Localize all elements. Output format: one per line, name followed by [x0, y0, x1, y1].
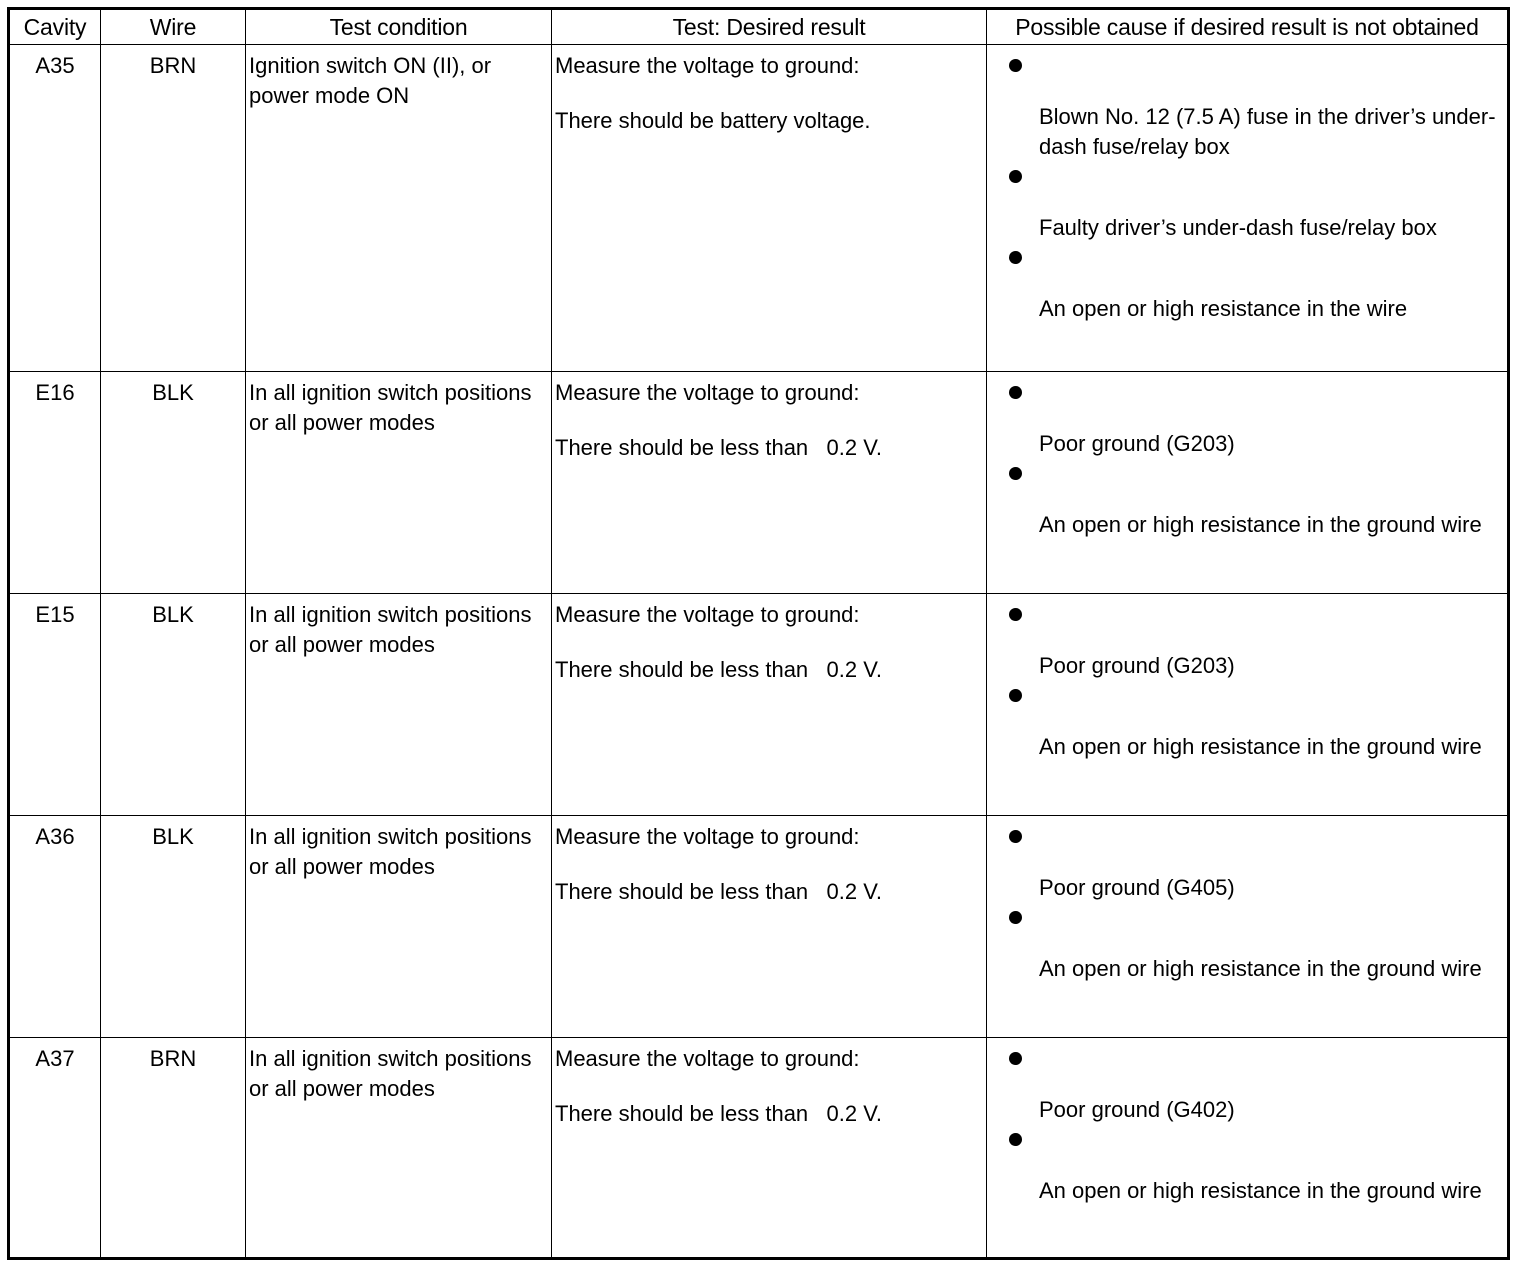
cause-text: Poor ground (G203)	[1039, 653, 1235, 678]
result-expectation: There should be less than 0.2 V.	[555, 879, 882, 904]
cause-text: An open or high resistance in the ground wire	[1039, 734, 1482, 759]
wire-cell: BRN	[101, 45, 246, 372]
cause-text: An open or high resistance in the ground wire	[1039, 956, 1482, 981]
cause-text: An open or high resistance in the ground wire	[1039, 512, 1482, 537]
table-row	[9, 45, 1509, 372]
bullet-icon	[1009, 467, 1022, 480]
diagnostic-table	[7, 7, 1510, 1260]
bullet-icon	[1009, 170, 1022, 183]
cause-item	[1007, 251, 1499, 324]
cause-text: An open or high resistance in the wire	[1039, 296, 1408, 321]
cause-item	[1007, 59, 1499, 162]
cavity-cell: E15	[9, 594, 101, 816]
header-possible-cause: Possible cause if desired result is not obtained	[987, 9, 1509, 45]
test-condition-cell: Ignition switch ON (II), or power mode ON	[246, 45, 552, 372]
bullet-icon	[1009, 689, 1022, 702]
cause-item	[1007, 911, 1499, 984]
cause-text: Poor ground (G405)	[1039, 875, 1235, 900]
header-wire: Wire	[101, 9, 246, 45]
cause-item	[1007, 170, 1499, 243]
cause-text: Faulty driver’s under-dash fuse/relay box	[1039, 215, 1437, 240]
cause-item	[1007, 386, 1499, 459]
cause-item	[1007, 1052, 1499, 1125]
header-row	[9, 9, 1509, 45]
wire-cell: BRN	[101, 1038, 246, 1259]
possible-cause-cell	[987, 372, 1509, 594]
test-condition-cell: In all ignition switch positions or all power modes	[246, 1038, 552, 1259]
bullet-icon	[1009, 830, 1022, 843]
table-row	[9, 594, 1509, 816]
desired-result-cell	[552, 45, 987, 372]
test-condition-cell: In all ignition switch positions or all power modes	[246, 372, 552, 594]
header-cavity: Cavity	[9, 9, 101, 45]
table-row	[9, 816, 1509, 1038]
cause-item	[1007, 467, 1499, 540]
cavity-cell: E16	[9, 372, 101, 594]
cavity-cell: A36	[9, 816, 101, 1038]
bullet-icon	[1009, 59, 1022, 72]
cause-text: Poor ground (G402)	[1039, 1097, 1235, 1122]
test-condition-cell: In all ignition switch positions or all power modes	[246, 594, 552, 816]
result-instruction: Measure the voltage to ground:	[555, 53, 860, 78]
table-row	[9, 1038, 1509, 1259]
cause-text: Poor ground (G203)	[1039, 431, 1235, 456]
cause-item	[1007, 608, 1499, 681]
cause-item	[1007, 830, 1499, 903]
cause-text: An open or high resistance in the ground wire	[1039, 1178, 1482, 1203]
possible-cause-cell	[987, 1038, 1509, 1259]
result-expectation: There should be less than 0.2 V.	[555, 1101, 882, 1126]
bullet-icon	[1009, 251, 1022, 264]
result-instruction: Measure the voltage to ground:	[555, 380, 860, 405]
cause-item	[1007, 689, 1499, 762]
bullet-icon	[1009, 1052, 1022, 1065]
possible-cause-cell	[987, 816, 1509, 1038]
desired-result-cell	[552, 816, 987, 1038]
bullet-icon	[1009, 1133, 1022, 1146]
bullet-icon	[1009, 608, 1022, 621]
result-instruction: Measure the voltage to ground:	[555, 1046, 860, 1071]
possible-cause-cell	[987, 594, 1509, 816]
header-desired-result: Test: Desired result	[552, 9, 987, 45]
result-expectation: There should be less than 0.2 V.	[555, 435, 882, 460]
cause-text: Blown No. 12 (7.5 A) fuse in the driver’s under-dash fuse/relay box	[1039, 104, 1496, 159]
test-condition-cell: In all ignition switch positions or all power modes	[246, 816, 552, 1038]
cavity-cell: A37	[9, 1038, 101, 1259]
header-test-condition: Test condition	[246, 9, 552, 45]
bullet-icon	[1009, 386, 1022, 399]
cavity-cell: A35	[9, 45, 101, 372]
desired-result-cell	[552, 1038, 987, 1259]
wire-cell: BLK	[101, 372, 246, 594]
result-instruction: Measure the voltage to ground:	[555, 824, 860, 849]
wire-cell: BLK	[101, 816, 246, 1038]
result-expectation: There should be battery voltage.	[555, 108, 871, 133]
table-row	[9, 372, 1509, 594]
wire-cell: BLK	[101, 594, 246, 816]
cause-item	[1007, 1133, 1499, 1206]
possible-cause-cell	[987, 45, 1509, 372]
desired-result-cell	[552, 372, 987, 594]
desired-result-cell	[552, 594, 987, 816]
table-body	[9, 45, 1509, 1259]
result-instruction: Measure the voltage to ground:	[555, 602, 860, 627]
bullet-icon	[1009, 911, 1022, 924]
result-expectation: There should be less than 0.2 V.	[555, 657, 882, 682]
